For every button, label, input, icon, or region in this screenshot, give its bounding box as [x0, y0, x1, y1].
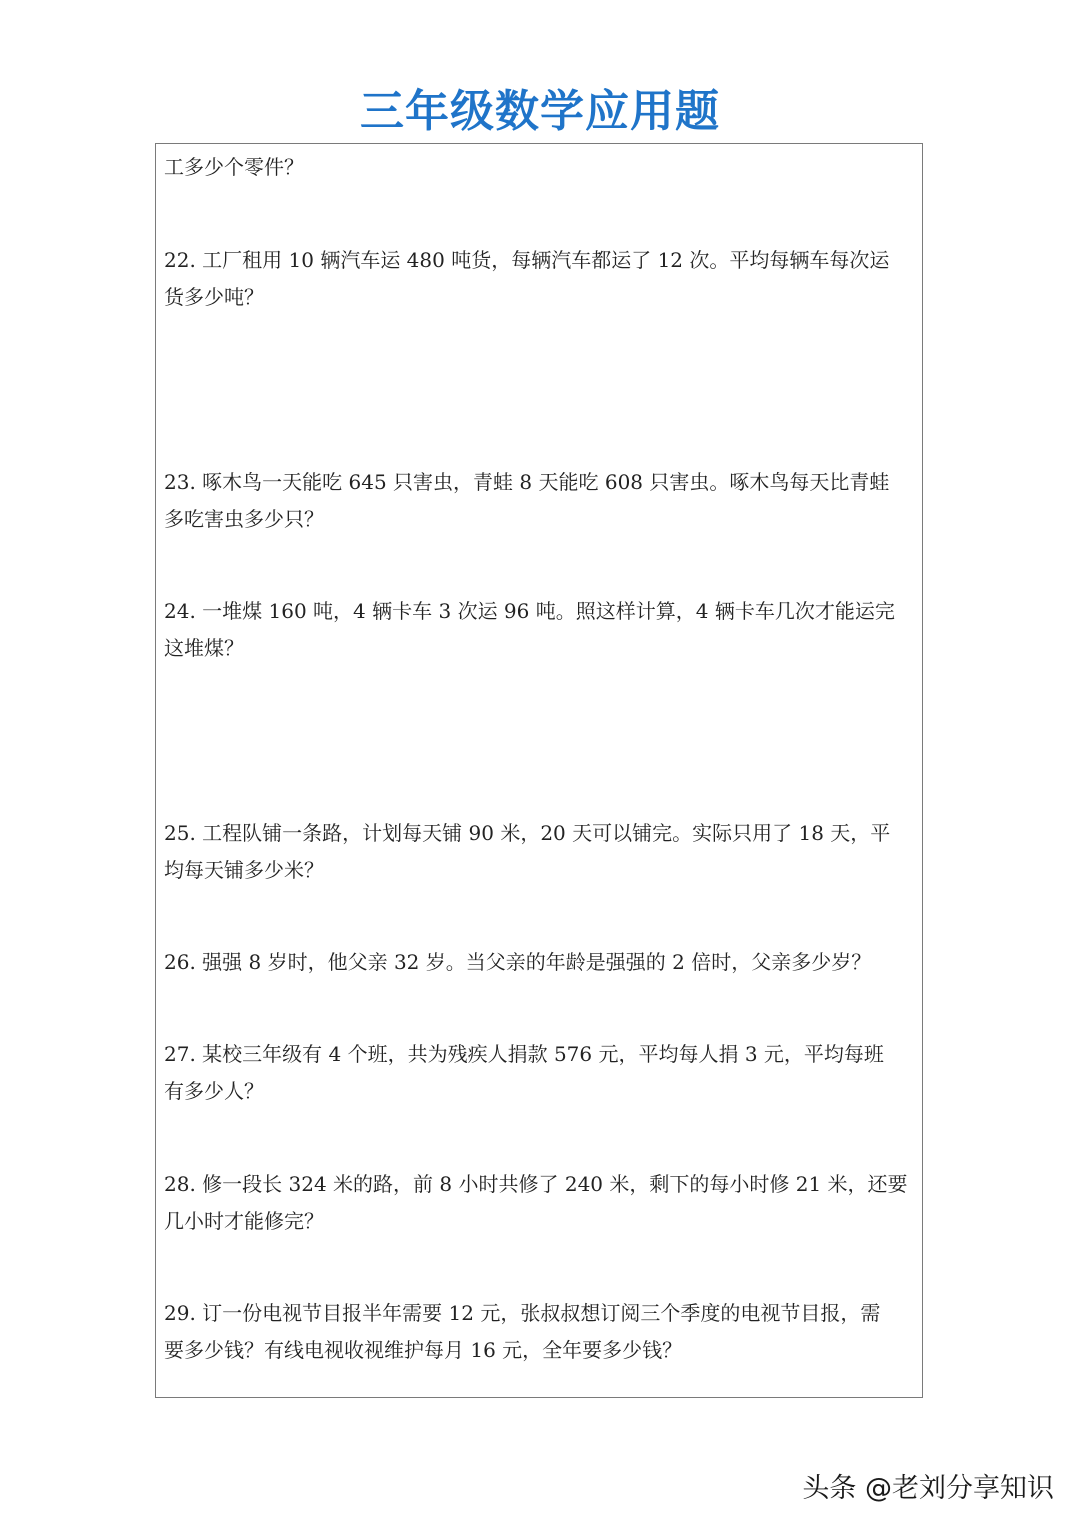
problem-line: 这堆煤？ — [164, 636, 244, 660]
problem-24 — [164, 593, 916, 667]
problem-line: 货多少吨？ — [164, 285, 264, 309]
problem-line: 25. 工程队铺一条路，计划每天铺 90 米，20 天可以铺完。实际只用了 18 天，平 — [164, 821, 891, 845]
problem-line: 22. 工厂租用 10 辆汽车运 480 吨货，每辆汽车都运了 12 次。平均每辆车每次运 — [164, 248, 890, 272]
problem-line: 有多少人？ — [164, 1079, 264, 1103]
problem-line: 均每天铺多少米？ — [164, 858, 324, 882]
problem-26 — [164, 944, 916, 981]
problem-line: 29. 订一份电视节目报半年需要 12 元，张叔叔想订阅三个季度的电视节目报，需 — [164, 1301, 881, 1325]
problem-line: 28. 修一段长 324 米的路，前 8 小时共修了 240 米，剩下的每小时修 21 米，还要 — [164, 1172, 908, 1196]
problem-line: 23. 啄木鸟一天能吃 645 只害虫，青蛙 8 天能吃 608 只害虫。啄木鸟每天比青蛙 — [164, 470, 890, 494]
page-title: 三年级数学应用题 — [360, 86, 720, 137]
problem-line: 工多少个零件？ — [164, 155, 304, 179]
problem-line: 几小时才能修完？ — [164, 1209, 324, 1233]
problem-29 — [164, 1295, 916, 1369]
problem-line: 26. 强强 8 岁时，他父亲 32 岁。当父亲的年龄是强强的 2 倍时，父亲多少岁？ — [164, 950, 872, 974]
problem-line: 24. 一堆煤 160 吨，4 辆卡车 3 次运 96 吨。照这样计算，4 辆卡车几次才能运完 — [164, 599, 895, 623]
problem-line: 要多少钱？有线电视收视维护每月 16 元，全年要多少钱？ — [164, 1338, 683, 1362]
problem-23 — [164, 464, 916, 538]
problem-28 — [164, 1166, 916, 1240]
problem-25 — [164, 815, 916, 889]
problem-27 — [164, 1036, 916, 1110]
problem-21-continued — [164, 149, 916, 186]
problem-line: 27. 某校三年级有 4 个班，共为残疾人捐款 576 元，平均每人捐 3 元，平均每班 — [164, 1042, 884, 1066]
problem-22 — [164, 242, 916, 316]
problem-line: 多吃害虫多少只？ — [164, 507, 324, 531]
watermark: 头条 @老刘分享知识 — [802, 1473, 1054, 1504]
